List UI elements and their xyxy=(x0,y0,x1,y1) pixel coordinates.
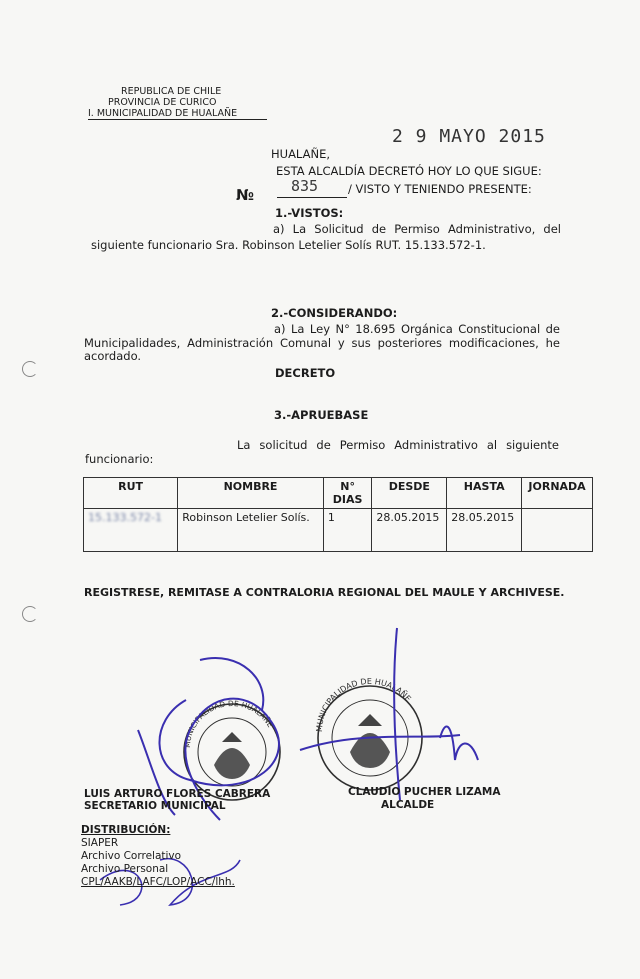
cell-dias: 1 xyxy=(323,509,372,552)
punch-hole-top xyxy=(22,361,38,377)
distribucion-item: Archivo Correlativo xyxy=(81,850,182,862)
header-municipalidad: I. MUNICIPALIDAD DE HUALAÑE xyxy=(88,108,267,120)
decree-number-line xyxy=(277,177,347,198)
apruebase-line1: La solicitud de Permiso Administrativo al siguiente xyxy=(237,438,559,452)
svg-text:MUNICIPALIDAD DE HUALAÑE xyxy=(315,677,413,732)
punch-hole-bottom xyxy=(22,606,38,622)
distribucion-item: CPL/AAKB/LAFC/LOP/ACC/lhh. xyxy=(81,876,235,888)
distribucion-item: Archivo Personal xyxy=(81,863,169,875)
apruebase-line2: funcionario: xyxy=(85,452,154,466)
cell-jornada xyxy=(522,509,593,552)
cell-nombre: Robinson Letelier Solís. xyxy=(178,509,324,552)
svg-text:MUNICIPALIDAD DE HUALAÑE xyxy=(183,699,275,748)
considerando-line1: a) La Ley N° 18.695 Orgánica Constitucional de xyxy=(274,322,560,336)
number-mark: № xyxy=(236,186,255,204)
decree-number: 835 xyxy=(291,177,319,195)
table-row xyxy=(84,509,593,552)
cell-rut xyxy=(84,509,178,552)
date-stamp: 2 9 MAYO 2015 xyxy=(392,126,546,147)
rut-value: 15.133.572-1 xyxy=(88,511,162,524)
right-seal-icon xyxy=(315,677,422,790)
permiso-table xyxy=(83,477,593,552)
right-signer-title: ALCALDE xyxy=(381,799,435,811)
considerando-line2: Municipalidades, Administración Comunal y sus posteriores modificaciones, he xyxy=(84,336,560,350)
header-republica: REPUBLICA DE CHILE xyxy=(121,86,222,97)
vistos-title: 1.-VISTOS: xyxy=(275,206,344,220)
right-signer-name: CLAUDIO PUCHER LIZAMA xyxy=(348,786,501,798)
col-desde: DESDE xyxy=(372,478,447,509)
col-rut: RUT xyxy=(84,478,178,509)
col-jornada: JORNADA xyxy=(522,478,593,509)
registrese-line: REGISTRESE, REMITASE A CONTRALORIA REGIONAL DEL MAULE Y ARCHIVESE. xyxy=(84,586,565,599)
decree-line: ESTA ALCALDÍA DECRETÓ HOY LO QUE SIGUE: xyxy=(276,164,542,178)
col-hasta: HASTA xyxy=(447,478,522,509)
table-header-row xyxy=(84,478,593,509)
apruebase-title: 3.-APRUEBASE xyxy=(274,408,369,422)
considerando-title: 2.-CONSIDERANDO: xyxy=(271,306,398,320)
cell-desde: 28.05.2015 xyxy=(372,509,447,552)
visto-line: / VISTO Y TENIENDO PRESENTE: xyxy=(348,182,532,196)
left-signer-title: SECRETARIO MUNICIPAL xyxy=(84,800,226,812)
right-signature-icon xyxy=(300,628,478,800)
distribucion-item: SIAPER xyxy=(81,837,119,849)
left-seal-text: MUNICIPALIDAD DE HUALAÑE xyxy=(182,698,275,749)
cell-hasta: 28.05.2015 xyxy=(447,509,522,552)
right-seal-text: MUNICIPALIDAD DE HUALAÑE xyxy=(314,676,413,733)
left-signer-name: LUIS ARTURO FLORES CABRERA xyxy=(84,788,271,800)
distribucion-title: DISTRIBUCIÓN: xyxy=(81,824,171,836)
col-dias: N° DIAS xyxy=(323,478,372,509)
vistos-line1: a) La Solicitud de Permiso Administrativo, del xyxy=(273,222,561,236)
decreto-title: DECRETO xyxy=(275,366,336,380)
header-provincia: PROVINCIA DE CURICO xyxy=(108,97,217,108)
left-seal-icon xyxy=(183,699,280,800)
place-line: HUALAÑE, xyxy=(271,147,330,161)
vistos-line2: siguiente funcionario Sra. Robinson Letelier Solís RUT. 15.133.572-1. xyxy=(91,238,486,252)
considerando-line3: acordado. xyxy=(84,349,142,363)
col-nombre: NOMBRE xyxy=(178,478,324,509)
